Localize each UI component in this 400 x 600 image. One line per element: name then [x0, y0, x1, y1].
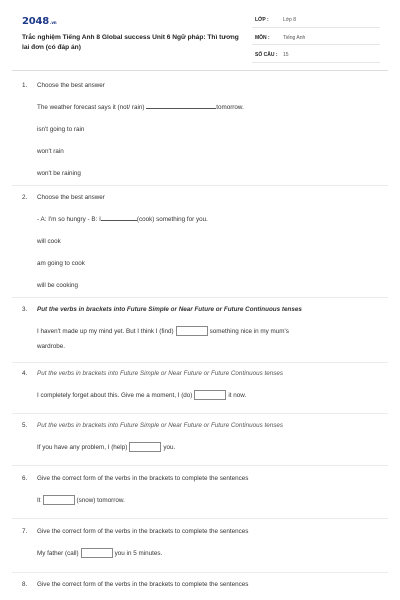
logo-text: 2048	[22, 16, 50, 27]
question-number: 6.	[22, 475, 28, 482]
meta-value: Tiếng Anh	[283, 34, 306, 41]
answer-option[interactable]: will be cooking	[37, 282, 78, 289]
question-instruction: Put the verbs in brackets into Future Simple or Near Future or Future Continuous tenses	[37, 370, 284, 377]
question-instruction: Put the verbs in brackets into Future Simple or Near Future or Future Continuous tenses	[37, 306, 302, 313]
answer-option[interactable]: won't be raining	[37, 170, 81, 177]
question-divider	[12, 362, 388, 363]
sentence-part: If you have any problem, I (help)	[37, 444, 128, 451]
sentence-part: - A: I'm so hungry - B: I	[37, 216, 101, 223]
sentence-part: it now.	[228, 392, 247, 399]
question-8	[22, 579, 384, 593]
question-number: 1.	[22, 82, 28, 89]
question-5	[22, 420, 384, 454]
question-sentence	[37, 495, 384, 507]
question-divider	[12, 465, 388, 466]
header-divider	[12, 70, 388, 71]
question-sentence	[37, 548, 384, 560]
page-title: Trắc nghiệm Tiếng Anh 8 Global success Unit 6 Ngữ pháp: Thì tương lai đơn (có đáp án)	[22, 34, 239, 51]
answer-blank	[101, 214, 137, 221]
answer-input[interactable]	[81, 548, 113, 558]
sentence-part: I completely forget about this. Give me a moment, I (do)	[37, 392, 193, 399]
sentence-part: The weather forecast says it (not/ rain)	[37, 104, 147, 111]
question-divider	[12, 297, 388, 298]
question-sentence	[37, 442, 384, 454]
meta-value: Lớp 8	[283, 17, 297, 23]
answer-option[interactable]: isn't going to rain	[37, 126, 85, 133]
question-divider	[12, 185, 388, 186]
answer-option[interactable]: am going to cook	[37, 260, 85, 267]
question-number: 8.	[22, 581, 28, 588]
meta-label: LỚP :	[255, 17, 269, 23]
answer-option[interactable]: won't rain	[37, 148, 64, 155]
sentence-part: tomorrow.	[216, 104, 244, 111]
question-4	[22, 368, 384, 402]
question-divider	[12, 518, 388, 519]
question-7	[22, 526, 384, 560]
sentence-part: It	[37, 497, 41, 504]
question-1	[22, 80, 384, 180]
question-instruction: Choose the best answer	[37, 194, 105, 201]
question-divider	[12, 413, 388, 414]
question-sentence	[37, 102, 384, 114]
sentence-part: (cook) something for you.	[136, 216, 208, 223]
question-2	[22, 192, 384, 292]
answer-input[interactable]	[43, 495, 75, 505]
meta-row-class	[252, 14, 380, 28]
answer-option[interactable]: will cook	[37, 238, 61, 245]
question-number: 2.	[22, 194, 28, 201]
question-number: 7.	[22, 528, 28, 535]
question-instruction: Give the correct form of the verbs in the brackets to complete the sentences	[37, 581, 249, 588]
meta-label: SỐ CÂU :	[255, 52, 278, 58]
page-header	[0, 0, 400, 68]
meta-row-count	[252, 49, 380, 63]
question-number: 3.	[22, 306, 28, 313]
question-divider	[12, 572, 388, 573]
question-instruction: Give the correct form of the verbs in the brackets to complete the sentences	[37, 475, 249, 482]
sentence-part: you in 5 minutes.	[114, 550, 163, 557]
sentence-part: something nice in my mum's	[209, 328, 289, 335]
question-instruction: Choose the best answer	[37, 82, 105, 89]
question-instruction: Put the verbs in brackets into Future Simple or Near Future or Future Continuous tenses	[37, 422, 284, 429]
quiz-meta-panel	[252, 14, 380, 67]
sentence-part: My father (call)	[37, 550, 79, 557]
meta-row-subject	[252, 32, 380, 46]
question-6	[22, 473, 384, 507]
answer-blank	[146, 102, 216, 109]
question-number: 4.	[22, 370, 28, 377]
sentence-part: you.	[163, 444, 176, 451]
question-sentence	[37, 214, 384, 226]
answer-input[interactable]	[129, 442, 161, 452]
answer-input[interactable]	[176, 326, 208, 336]
question-sentence	[37, 326, 384, 338]
question-sentence	[37, 390, 384, 402]
logo-domain: .vn	[50, 20, 57, 25]
meta-label: MÔN :	[255, 34, 270, 41]
question-3	[22, 304, 384, 353]
answer-input[interactable]	[194, 390, 226, 400]
question-instruction: Give the correct form of the verbs in the brackets to complete the sentences	[37, 528, 249, 535]
sentence-part: I haven't made up my mind yet. But I think I (find)	[37, 328, 174, 335]
question-number: 5.	[22, 422, 28, 429]
sentence-continuation: wardrobe.	[37, 343, 66, 350]
site-logo[interactable]	[22, 16, 56, 27]
meta-value: 15	[283, 52, 289, 58]
sentence-part: (snow) tomorrow.	[76, 497, 125, 504]
